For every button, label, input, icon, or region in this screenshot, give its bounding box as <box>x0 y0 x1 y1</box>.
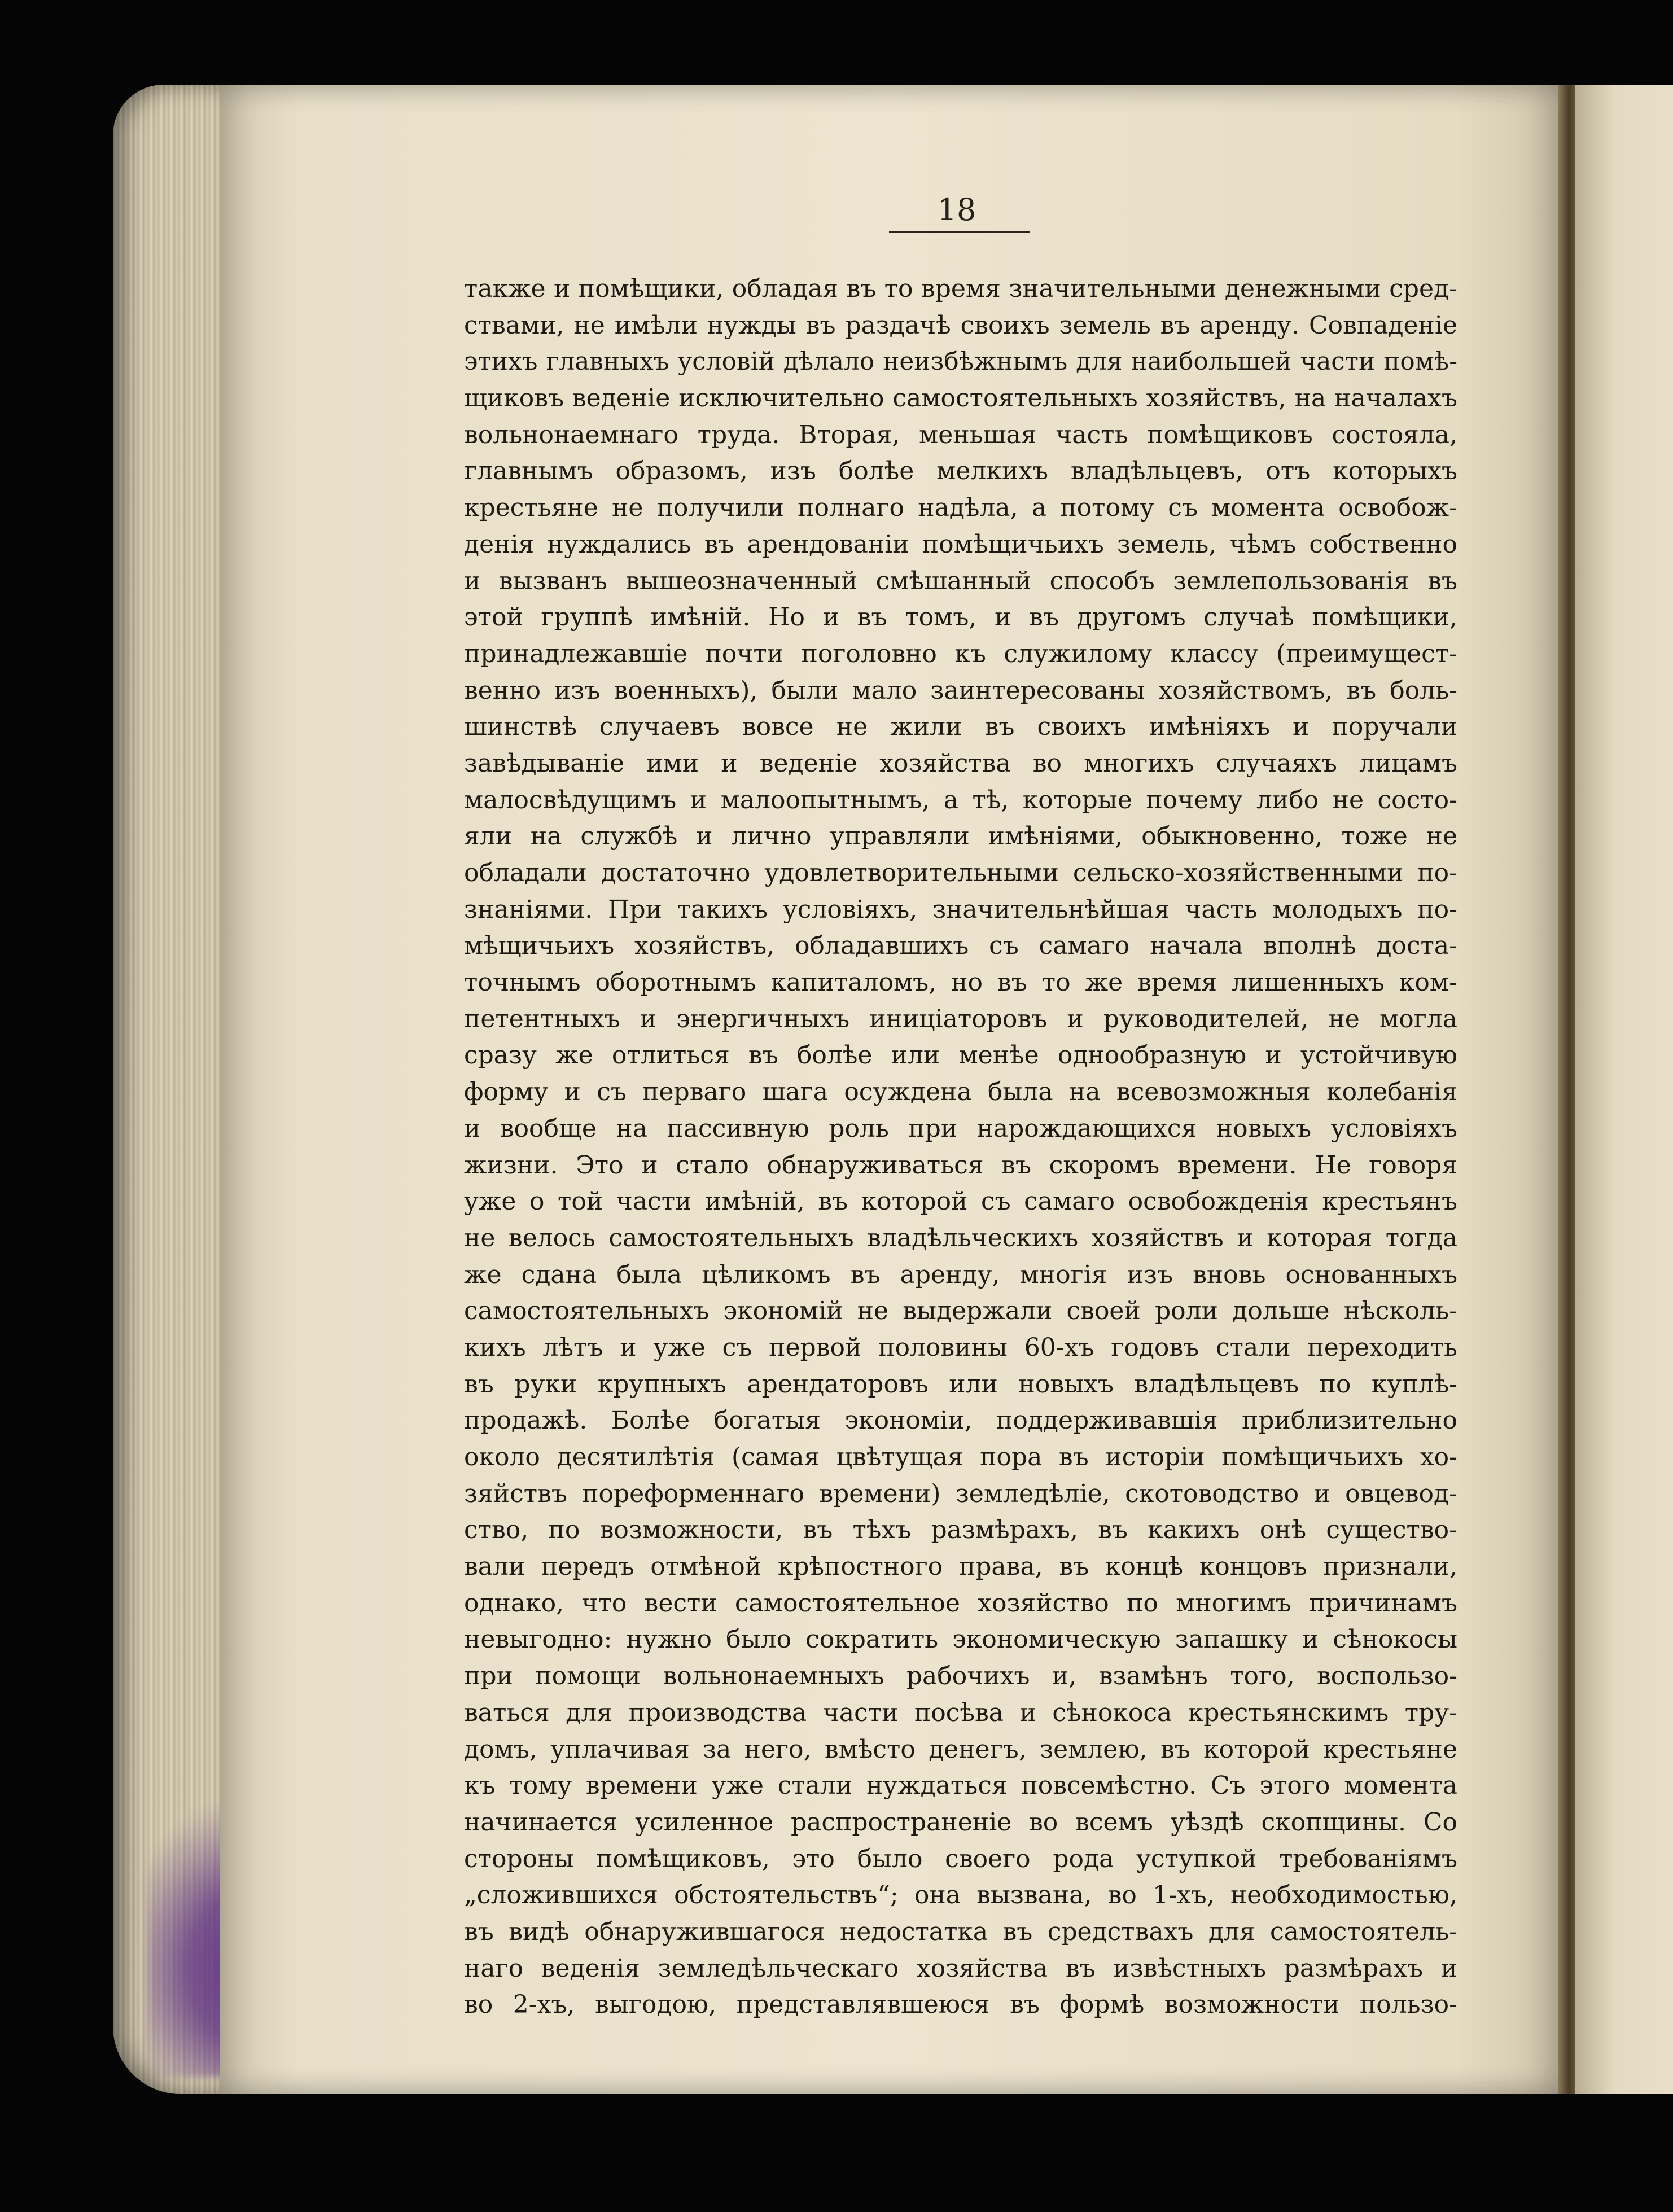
text-line: уже о той части имѣній, въ которой съ самаго освобожденія крестьянъ <box>464 1187 1457 1216</box>
text-line: форму и съ перваго шага осуждена была на всевозможныя колебанія <box>464 1077 1457 1107</box>
text-line: домъ, уплачивая за него, вмѣсто денегъ, землею, въ которой крестьяне <box>464 1734 1457 1764</box>
text-line: мѣщичьихъ хозяйствъ, обладавшихъ съ самаго начала вполнѣ доста- <box>464 931 1457 961</box>
text-line: этихъ главныхъ условій дѣлало неизбѣжнымъ для наибольшей части помѣ- <box>464 347 1457 376</box>
text-line: принадлежавшіе почти поголовно къ служилому классу (преимущест- <box>464 639 1457 668</box>
text-line: и вызванъ вышеозначенный смѣшанный способъ землепользованія въ <box>464 566 1457 595</box>
text-line: во 2-хъ, выгодою, представлявшеюся въ формѣ возможности пользо- <box>464 1990 1457 2020</box>
text-line: при помощи вольнонаемныхъ рабочихъ и, взамѣнъ того, воспользо- <box>464 1662 1457 1691</box>
text-line: же сдана была цѣликомъ въ аренду, многія изъ вновь основанныхъ <box>464 1260 1457 1289</box>
text-line: стороны помѣщиковъ, это было своего рода уступкой требованіямъ <box>464 1844 1457 1873</box>
text-line: около десятилѣтія (самая цвѣтущая пора въ исторіи помѣщичьихъ хо- <box>464 1443 1457 1471</box>
text-line: вали передъ отмѣной крѣпостного права, въ концѣ концовъ признали, <box>464 1552 1457 1582</box>
page-number-rule <box>889 231 1030 233</box>
text-line: зяйствъ пореформеннаго времени) земледѣліе, скотоводство и овцевод- <box>464 1479 1457 1508</box>
text-line: невыгодно: нужно было сократить экономическую запашку и сѣнокосы <box>464 1625 1457 1654</box>
text-line: сразу же отлиться въ болѣе или менѣе однообразную и устойчивую <box>464 1041 1457 1070</box>
text-line: денія нуждались въ арендованіи помѣщичьихъ земель, чѣмъ собственно <box>464 529 1457 559</box>
text-line: „сложившихся обстоятельствъ“; она вызвана, во 1-хъ, необходимостью, <box>464 1881 1457 1910</box>
text-line: петентныхъ и энергичныхъ иниціаторовъ и руководителей, не могла <box>464 1004 1457 1033</box>
text-line: главнымъ образомъ, изъ болѣе мелкихъ владѣльцевъ, отъ которыхъ <box>464 457 1457 486</box>
text-line: знаніями. При такихъ условіяхъ, значительнѣйшая часть молодыхъ по- <box>464 895 1457 924</box>
text-line: въ видѣ обнаружившагося недостатка въ средствахъ для самостоятель- <box>464 1917 1457 1946</box>
text-line: кихъ лѣтъ и уже съ первой половины 60-хъ годовъ стали переходить <box>464 1333 1457 1362</box>
text-line: ство, по возможности, въ тѣхъ размѣрахъ, въ какихъ онѣ существо- <box>464 1515 1457 1545</box>
text-line: обладали достаточно удовлетворительными сельско-хозяйственными по- <box>464 858 1457 887</box>
text-line: ваться для производства части посѣва и сѣнокоса крестьянскимъ тру- <box>464 1698 1457 1727</box>
text-line: вольнонаемнаго труда. Вторая, меньшая часть помѣщиковъ состояла, <box>464 420 1457 449</box>
text-line: однако, что вести самостоятельное хозяйство по многимъ причинамъ <box>464 1588 1457 1618</box>
text-line: завѣдываніе ими и веденіе хозяйства во многихъ случаяхъ лицамъ <box>464 748 1457 778</box>
text-line: малосвѣдущимъ и малоопытнымъ, а тѣ, которые почему либо не состо- <box>464 785 1457 814</box>
text-line: къ тому времени уже стали нуждаться повсемѣстно. Съ этого момента <box>464 1771 1457 1801</box>
text-line: шинствѣ случаевъ вовсе не жили въ своихъ имѣніяхъ и поручали <box>464 712 1457 742</box>
text-line: наго веденія земледѣльческаго хозяйства въ извѣстныхъ размѣрахъ и <box>464 1953 1457 1983</box>
text-line: начинается усиленное распространеніе во всемъ уѣздѣ скопщины. Со <box>464 1807 1457 1837</box>
text-line: продажѣ. Болѣе богатыя экономіи, поддерживавшія приблизительно <box>464 1406 1457 1435</box>
text-line: и вообще на пассивную роль при нарождающихся новыхъ условіяхъ <box>464 1114 1457 1143</box>
text-line: жизни. Это и стало обнаруживаться въ скоромъ времени. Не говоря <box>464 1150 1457 1180</box>
body-text <box>464 271 1457 2023</box>
text-line: самостоятельныхъ экономій не выдержали своей роли дольше нѣсколь- <box>464 1296 1457 1326</box>
text-line: не велось самостоятельныхъ владѣльческихъ хозяйствъ и которая тогда <box>464 1223 1457 1252</box>
text-line: венно изъ военныхъ), были мало заинтересованы хозяйствомъ, въ боль- <box>464 676 1457 705</box>
text-line: въ руки крупныхъ арендаторовъ или новыхъ владѣльцевъ по куплѣ- <box>464 1369 1457 1399</box>
text-line: точнымъ оборотнымъ капиталомъ, но въ то же время лишенныхъ ком- <box>464 968 1457 997</box>
text-line: также и помѣщики, обладая въ то время значительными денежными сред- <box>464 274 1457 303</box>
text-line: ствами, не имѣли нужды въ раздачѣ своихъ земель въ аренду. Совпаденіе <box>464 310 1457 340</box>
text-line: крестьяне не получили полнаго надѣла, а потому съ момента освобож- <box>464 493 1457 523</box>
text-line: яли на службѣ и лично управляли имѣніями, обыкновенно, тоже не <box>464 822 1457 851</box>
text-line: щиковъ веденіе исключительно самостоятельныхъ хозяйствъ, на началахъ <box>464 384 1457 413</box>
facing-page <box>1575 85 1673 2094</box>
page-number: 18 <box>937 192 976 227</box>
text-line: этой группѣ имѣній. Но и въ томъ, и въ другомъ случаѣ помѣщики, <box>464 603 1457 632</box>
